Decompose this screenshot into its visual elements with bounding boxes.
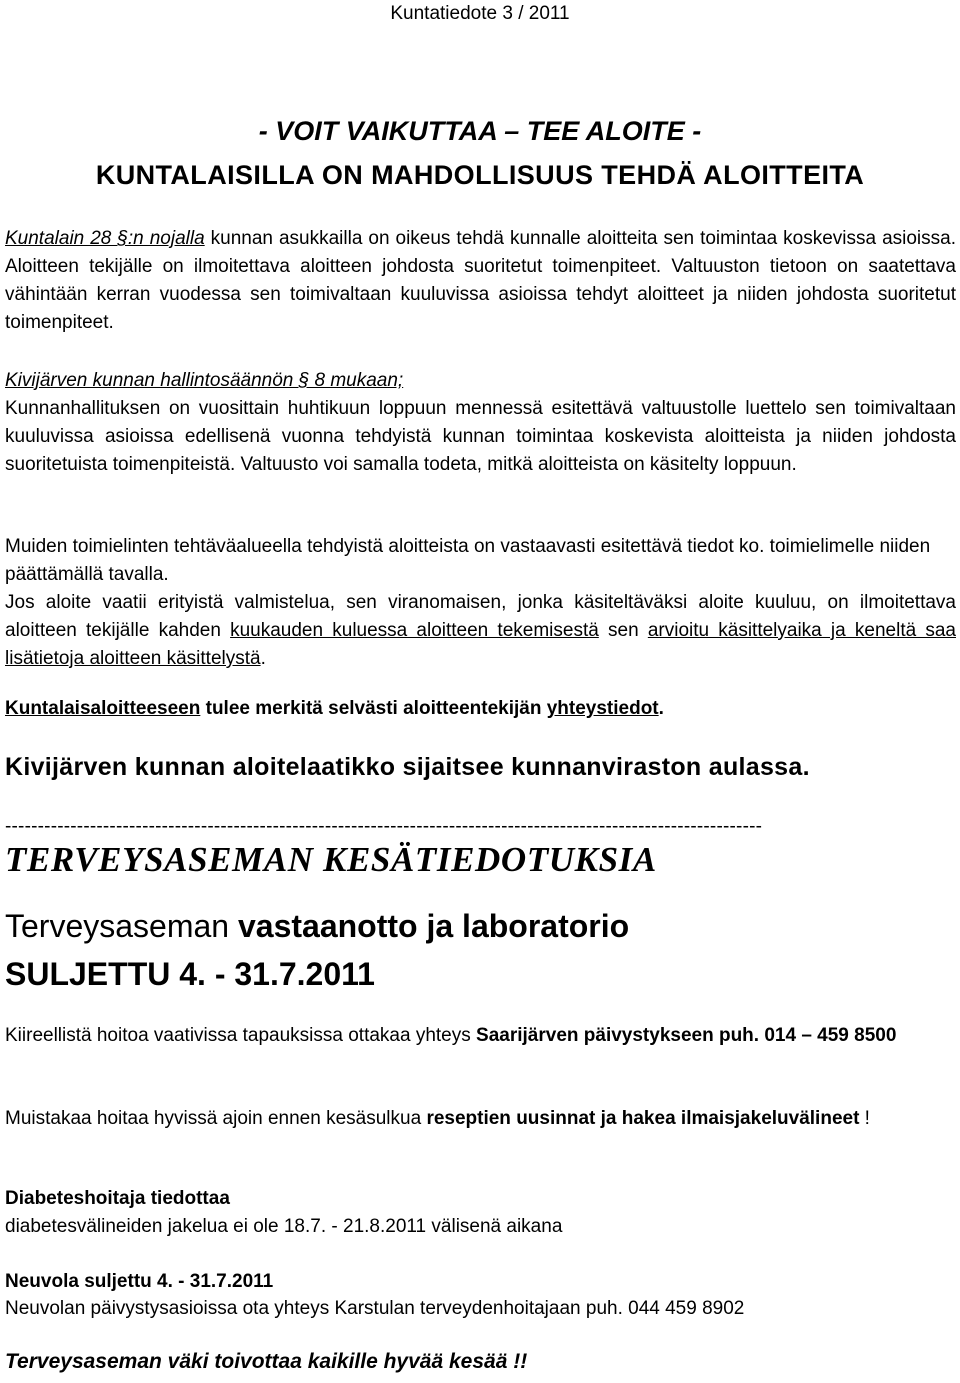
reminder-bold: reseptien uusinnat ja hakea ilmaisjakeluvälineet — [426, 1108, 860, 1129]
diabetes-text: diabetesvälineiden jakelua ei ole 18.7. - 21.8.2011 välisenä aikana — [5, 1216, 563, 1237]
intro-text: kunnan asukkailla on oikeus tehdä kunnalle aloitteita sen toimintaa koskevissa asioissa. Aloitteen tekijälle on ilmoitettava aloitteen johdosta suoritetut toimenpiteet. Valtuuston tietoon on saatettava vähintään kerran vuodessa sen toimivaltaan kuuluvissa asioissa tehdyt aloitteet ja niiden johdosta suoritetut toimenpiteet. — [5, 228, 956, 333]
section-divider: -------------------------------------------------------------------------------------------------------------------- — [5, 816, 763, 837]
special-preparation-paragraph — [5, 589, 956, 673]
emergency-contact: Saarijärven päivystykseen puh. 014 – 459 8500 — [476, 1025, 897, 1046]
initiative-title: - VOIT VAIKUTTAA – TEE ALOITE - — [258, 116, 702, 146]
reminder-end: ! — [859, 1108, 870, 1129]
deadline-phrase: kuukauden kuluessa aloitteen tekemisestä — [230, 620, 599, 641]
closed-dates: SULJETTU 4. - 31.7.2011 — [5, 956, 375, 992]
neuvola-heading: Neuvola suljettu 4. - 31.7.2011 — [5, 1271, 274, 1292]
reception-plain: Terveysaseman — [5, 908, 238, 944]
prep-text-start: Jos aloite vaatii erityistä valmistelua, sen viranomaisen, jonka käsiteltäväksi aloite kuuluu, on ilmoitettava aloitteen tekijälle kahden — [5, 592, 956, 641]
suggestion-box-location: Kivijärven kunnan aloitelaatikko sijaitsee kunnanviraston aulassa. — [5, 753, 810, 781]
prep-text-end: . — [260, 648, 266, 669]
rule-reference: Kivijärven kunnan hallintosäännön § 8 mukaan; — [5, 370, 404, 391]
citizen-initiative-word: Kuntalaisaloitteeseen — [5, 698, 201, 719]
contact-mid-text: tulee merkitä selvästi aloitteentekijän — [200, 698, 547, 719]
board-duty-paragraph: Kunnanhallituksen on vuosittain huhtikuun loppuun mennessä esitettävä valtuustolle luettelo sen toimivaltaan kuuluvissa asioissa edellisenä vuonna tehdyistä kunnan toimintaa koskevista aloitteista ja niiden johdosta suoritetuista toimenpiteistä. Valtuusto voi samalla todeta, mitkä aloitteista on käsitelty loppuun. — [5, 398, 956, 475]
contact-info-line — [5, 698, 664, 720]
reception-heading — [5, 908, 629, 945]
processing-phrase: arvioitu käsittelyaika ja keneltä saa lisätietoja aloitteen käsittelystä — [5, 620, 956, 669]
law-reference: Kuntalain 28 §:n nojalla — [5, 228, 205, 249]
prescription-reminder — [5, 1105, 956, 1133]
neuvola-text: Neuvolan päivystysasioissa ota yhteys Karstulan terveydenhoitajaan puh. 044 459 8902 — [5, 1298, 745, 1319]
other-bodies-paragraph: Muiden toimielinten tehtäväalueella tehdyistä aloitteista on vastaavasti esitettävä tiedot ko. toimielimelle niiden päättämällä tavalla. — [5, 536, 931, 585]
farewell-message: Terveysaseman väki toivottaa kaikille hyvää kesää !! — [5, 1350, 528, 1373]
rule-reference-line — [5, 367, 956, 395]
contact-end-text: . — [658, 698, 664, 719]
reminder-plain: Muistakaa hoitaa hyvissä ajoin ennen kesäsulkua — [5, 1108, 427, 1129]
reception-bold: vastaanotto ja laboratorio — [237, 908, 630, 944]
initiative-subtitle: KUNTALAISILLA ON MAHDOLLISUUS TEHDÄ ALOITTEITA — [95, 160, 865, 190]
prep-text-mid: sen — [598, 620, 648, 641]
urgent-plain: Kiireellistä hoitoa vaativissa tapauksissa ottakaa yhteys — [5, 1025, 477, 1046]
contact-details-word: yhteystiedot — [546, 698, 659, 719]
diabetes-heading: Diabeteshoitaja tiedottaa — [5, 1188, 230, 1209]
health-section-title: TERVEYSASEMAN KESÄTIEDOTUKSIA — [5, 840, 657, 879]
urgent-care-paragraph — [5, 1022, 956, 1050]
page-header: Kuntatiedote 3 / 2011 — [390, 3, 570, 24]
initiative-intro-paragraph — [5, 225, 956, 337]
